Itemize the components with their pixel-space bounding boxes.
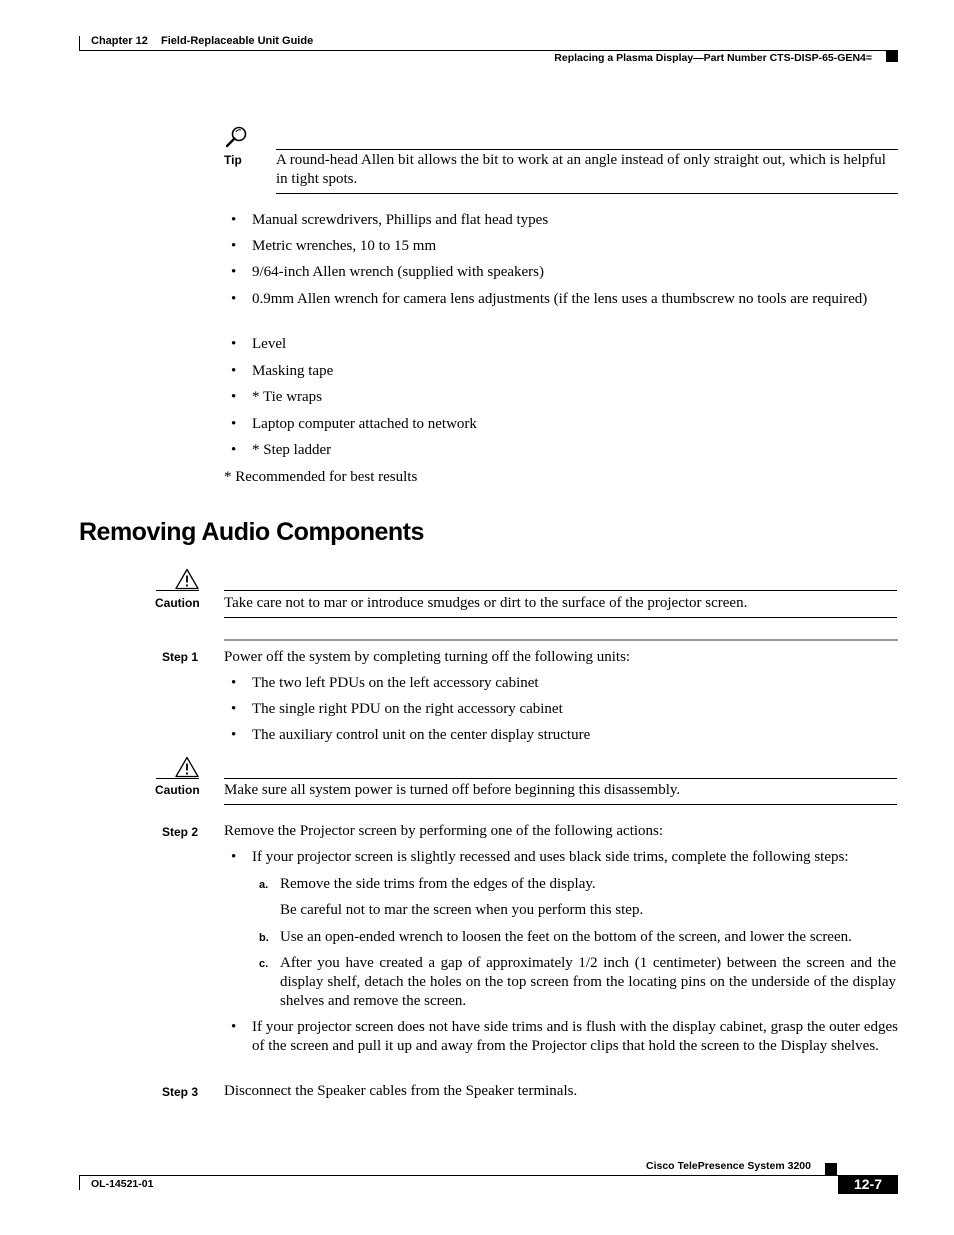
header-section-title: Replacing a Plasma Display—Part Number CTS-DISP-65-GEN4= (554, 52, 872, 64)
list-bullet: • (231, 442, 237, 458)
list-item: Manual screwdrivers, Phillips and flat head types (252, 212, 549, 228)
substep-note: Be careful not to mar the screen when you perform this step. (280, 902, 644, 918)
page-header (0, 0, 954, 70)
steps-divider (224, 639, 898, 641)
step-label: Step 3 (162, 1085, 199, 1099)
header-guide-title: Field-Replaceable Unit Guide (161, 35, 314, 47)
list-bullet: • (231, 363, 237, 379)
list-item: * Tie wraps (252, 389, 323, 405)
list-item: Masking tape (252, 363, 334, 379)
caution-text: Take care not to mar or introduce smudges or dirt to the surface of the projector screen. (224, 595, 748, 611)
list-bullet: • (231, 212, 237, 228)
list-item: The single right PDU on the right accessory cabinet (252, 701, 563, 717)
caution-icon-rule (156, 778, 199, 779)
step-3 (0, 1080, 954, 1110)
list-item: 0.9mm Allen wrench for camera lens adjustments (if the lens uses a thumbscrew no tools are required) (252, 291, 868, 307)
list-item: Laptop computer attached to network (252, 416, 477, 432)
tip-top-rule (276, 149, 898, 150)
step-text: Power off the system by completing turning off the following units: (224, 649, 631, 665)
list-bullet: • (231, 701, 237, 717)
list-item: If your projector screen does not have side trims and is flush with the display cabinet, grasp the outer edges of the screen and pull it up and away from the Projector clips that hold the screen to the Display shelves. (252, 1019, 898, 1054)
footer-left-bar (79, 1175, 80, 1190)
list-item: The two left PDUs on the left accessory cabinet (252, 675, 539, 691)
footer-doc-number: OL-14521-01 (91, 1178, 154, 1190)
caution-text: Make sure all system power is turned off before beginning this disassembly. (224, 782, 681, 798)
tip-note (0, 120, 954, 200)
list-bullet: • (231, 264, 237, 280)
list-bullet: • (231, 1019, 237, 1035)
substep-text: After you have created a gap of approximately 1/2 inch (1 centimeter) between the screen and the display shelf, detach the holes on the top screen from the locating pins on the underside of the display shelves and remove the screen. (280, 955, 896, 1009)
list-bullet: • (231, 416, 237, 432)
caution-label: Caution (155, 596, 200, 610)
substep-letter: b. (259, 932, 269, 944)
substep-text: Remove the side trims from the edges of the display. (280, 876, 596, 892)
header-chapter: Chapter 12 (91, 35, 148, 47)
caution-icon-rule (156, 590, 199, 591)
step-text: Disconnect the Speaker cables from the Speaker terminals. (224, 1083, 578, 1099)
footer-marker-block (825, 1163, 837, 1175)
tip-bottom-rule (276, 193, 898, 194)
substep-letter: a. (259, 879, 269, 891)
caution-label: Caution (155, 783, 200, 797)
substep-text: Use an open-ended wrench to loosen the feet on the bottom of the screen, and lower the screen. (280, 929, 852, 945)
section-heading: Removing Audio Components (79, 518, 424, 546)
page-footer (0, 1150, 954, 1200)
magnifier-icon (225, 125, 249, 154)
caution-note (0, 566, 954, 626)
header-marker-block (886, 51, 898, 62)
header-left-bar (79, 36, 80, 50)
caution-bottom-rule (224, 617, 897, 618)
caution-top-rule (224, 590, 897, 591)
header-rule (79, 50, 898, 51)
tools-footnote: * Recommended for best results (224, 469, 418, 485)
list-bullet: • (231, 336, 237, 352)
tip-label: Tip (224, 153, 242, 167)
list-bullet: • (231, 389, 237, 405)
footer-product: Cisco TelePresence System 3200 (646, 1160, 811, 1172)
list-item: If your projector screen is slightly recessed and uses black side trims, complete the following steps: (252, 849, 849, 865)
page-number: 12-7 (838, 1175, 898, 1194)
step-text: Remove the Projector screen by performing one of the following actions: (224, 823, 664, 839)
caution-note (0, 754, 954, 814)
list-bullet: • (231, 291, 237, 307)
list-bullet: • (231, 849, 237, 865)
step-label: Step 1 (162, 650, 199, 664)
list-item: Level (252, 336, 287, 352)
list-bullet: • (231, 675, 237, 691)
step-1 (0, 646, 954, 746)
list-bullet: • (231, 238, 237, 254)
list-item: * Step ladder (252, 442, 332, 458)
tip-text: A round-head Allen bit allows the bit to work at an angle instead of only straight out, which is helpful in tight spots. (276, 152, 886, 187)
list-bullet: • (231, 727, 237, 743)
substep-letter: c. (259, 958, 269, 970)
step-label: Step 2 (162, 825, 199, 839)
caution-bottom-rule (224, 804, 897, 805)
list-item: The auxiliary control unit on the center display structure (252, 727, 591, 743)
list-item: 9/64-inch Allen wrench (supplied with speakers) (252, 264, 545, 280)
footer-rule (79, 1175, 898, 1176)
list-item: Metric wrenches, 10 to 15 mm (252, 238, 437, 254)
tools-list (0, 209, 954, 489)
step-2 (0, 820, 954, 1080)
caution-top-rule (224, 778, 897, 779)
